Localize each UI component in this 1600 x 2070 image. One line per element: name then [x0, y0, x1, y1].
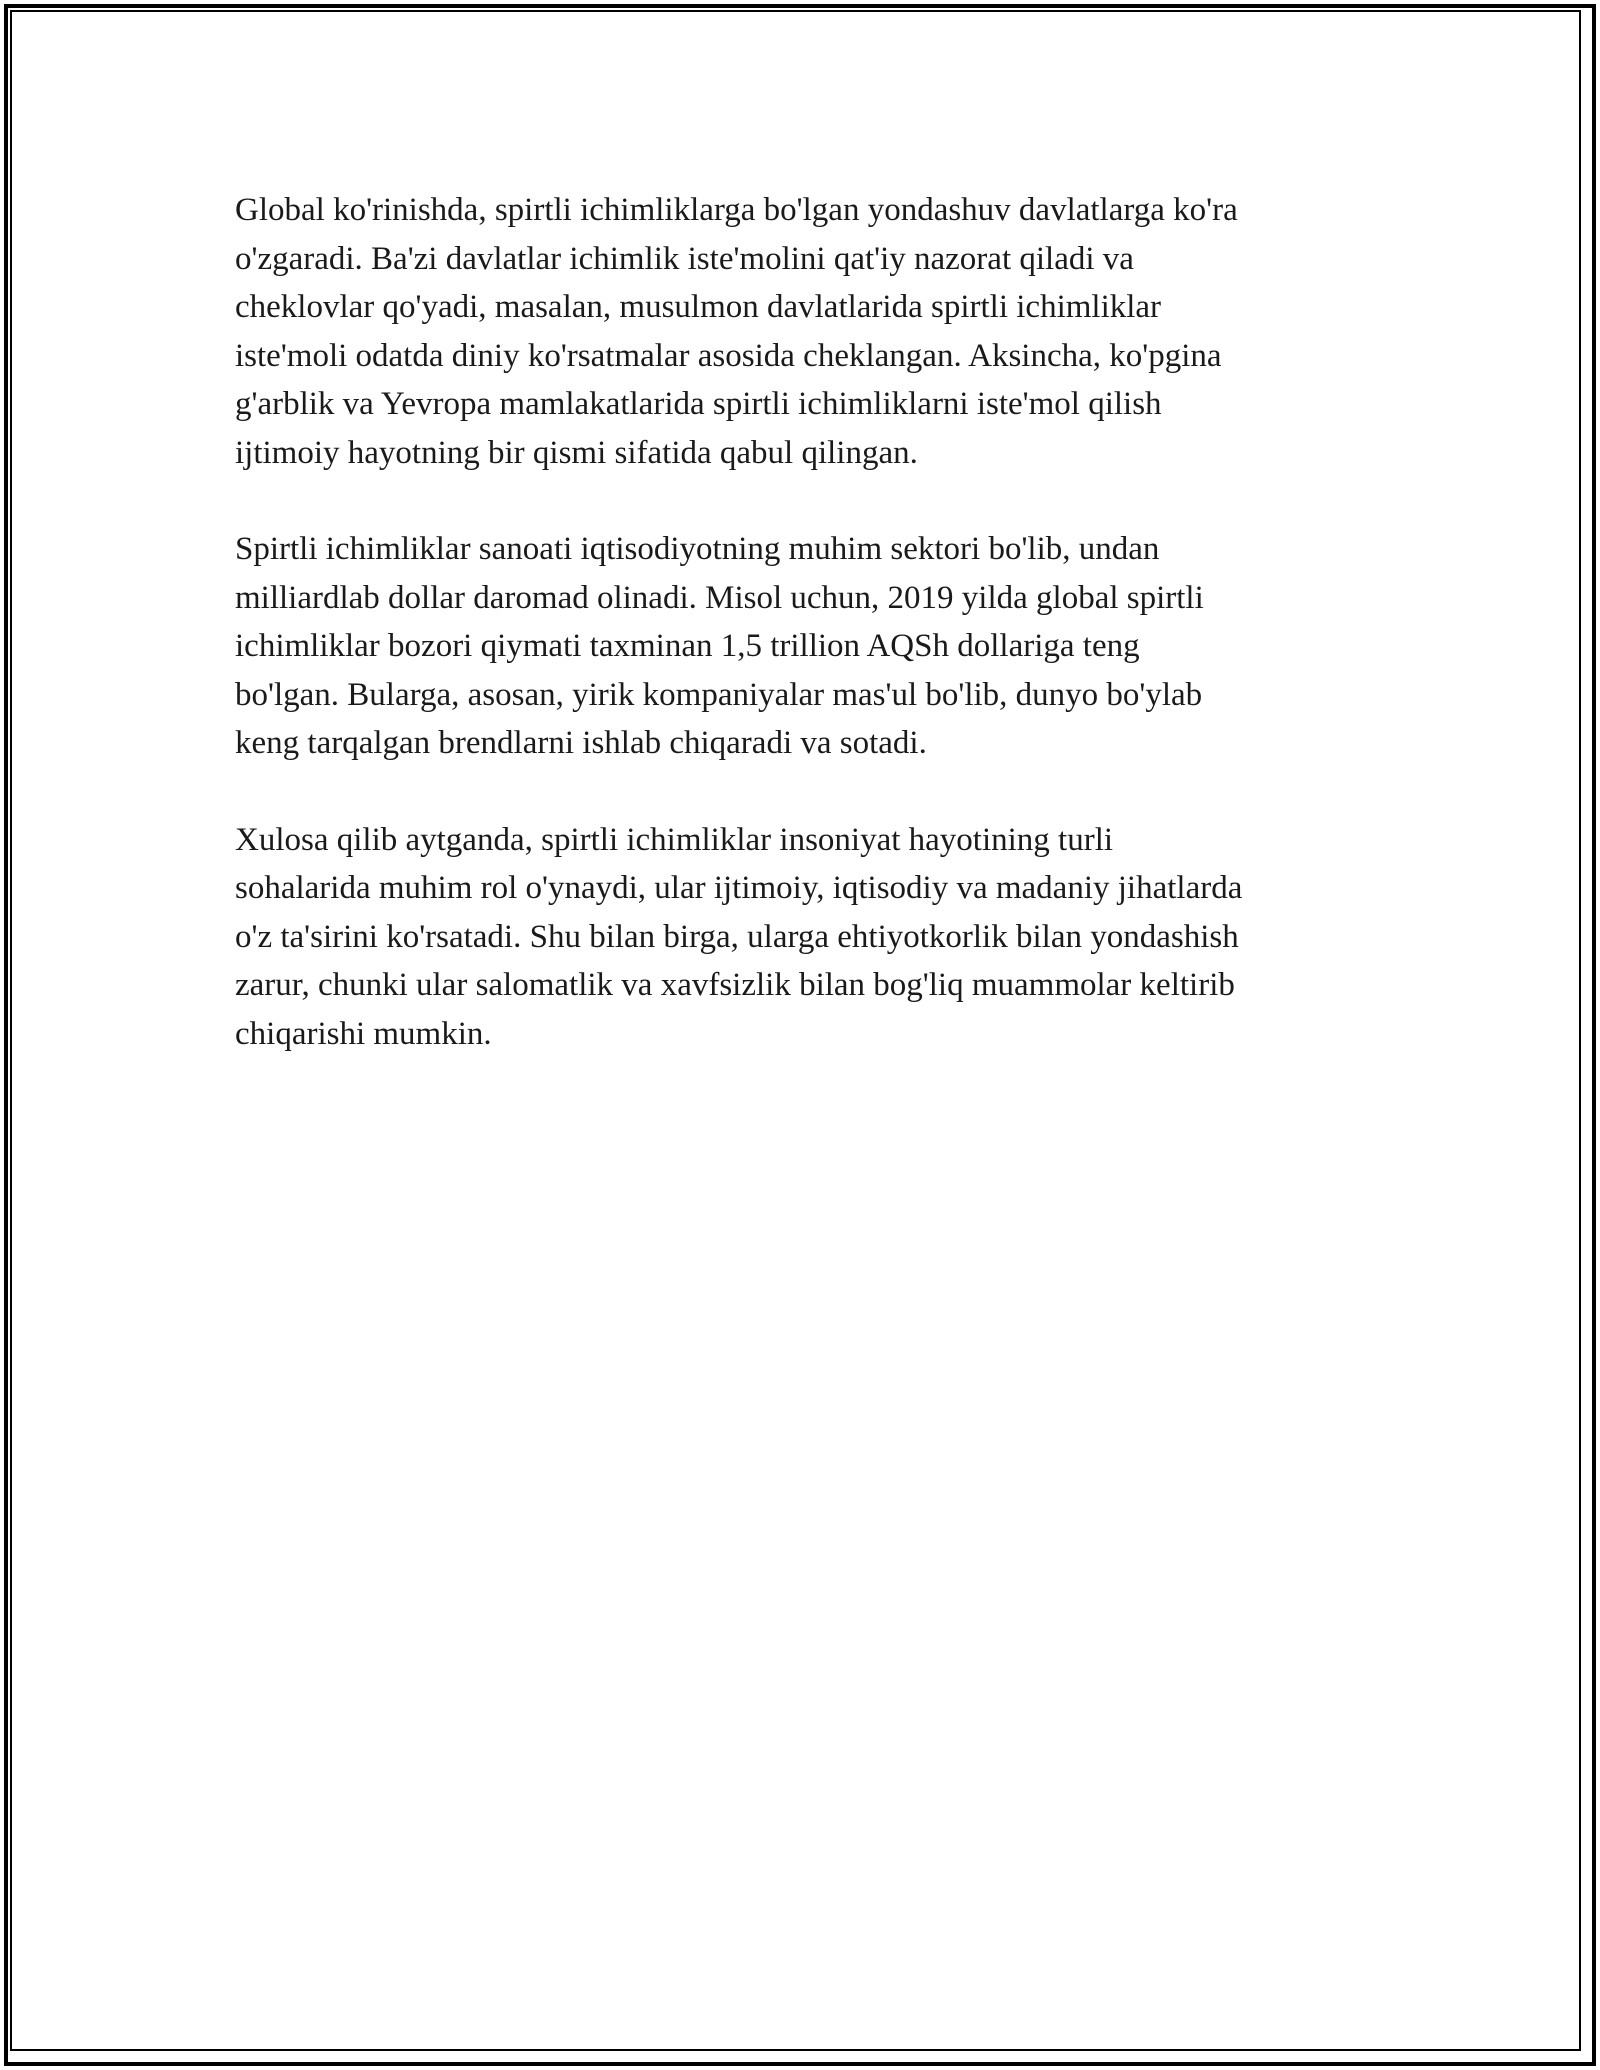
text-line: ichimliklar bozori qiymati taxminan 1,5 trillion AQSh dollariga teng — [235, 628, 1140, 664]
text-line: o'zgaradi. Ba'zi davlatlar ichimlik iste'molini qat'iy nazorat qiladi va — [235, 240, 1134, 277]
paragraph-2 — [235, 525, 1365, 768]
text-line: keng tarqalgan brendlarni ishlab chiqaradi va sotadi. — [235, 725, 927, 761]
text-line: ijtimoiy hayotning bir qismi sifatida qabul qilingan. — [235, 434, 918, 471]
text-line: Spirtli ichimliklar sanoati iqtisodiyotning muhim sektori bo'lib, undan — [235, 531, 1160, 567]
text-line: g'arblik va Yevropa mamlakatlarida spirtli ichimliklarni iste'mol qilish — [235, 386, 1162, 422]
text-line: Global ko'rinishda, spirtli ichimliklarga bo'lgan yondashuv davlatlarga ko'ra — [235, 192, 1238, 228]
text-line: bo'lgan. Bularga, asosan, yirik kompaniyalar mas'ul bo'lib, dunyo bo'ylab — [235, 676, 1203, 713]
text-line: zarur, chunki ular salomatlik va xavfsizlik bilan bog'liq muammolar keltirib — [235, 967, 1235, 1003]
paragraph-1 — [235, 186, 1365, 477]
text-line: sohalarida muhim rol o'ynaydi, ular ijtimoiy, iqtisodiy va madaniy jihatlarda — [235, 870, 1243, 906]
text-line: o'z ta'sirini ko'rsatadi. Shu bilan birga, ularga ehtiyotkorlik bilan yondashish — [235, 918, 1239, 955]
text-line: cheklovlar qo'yadi, masalan, musulmon davlatlarida spirtli ichimliklar — [235, 289, 1162, 325]
document-body — [235, 186, 1365, 1106]
text-line: iste'moli odatda diniy ko'rsatmalar asosida cheklangan. Aksincha, ko'pgina — [235, 337, 1222, 374]
paragraph-3 — [235, 816, 1365, 1059]
text-line: Xulosa qilib aytganda, spirtli ichimliklar insoniyat hayotining turli — [235, 821, 1114, 858]
text-line: milliardlab dollar daromad olinadi. Misol uchun, 2019 yilda global spirtli — [235, 579, 1204, 616]
text-line: chiqarishi mumkin. — [235, 1015, 492, 1052]
